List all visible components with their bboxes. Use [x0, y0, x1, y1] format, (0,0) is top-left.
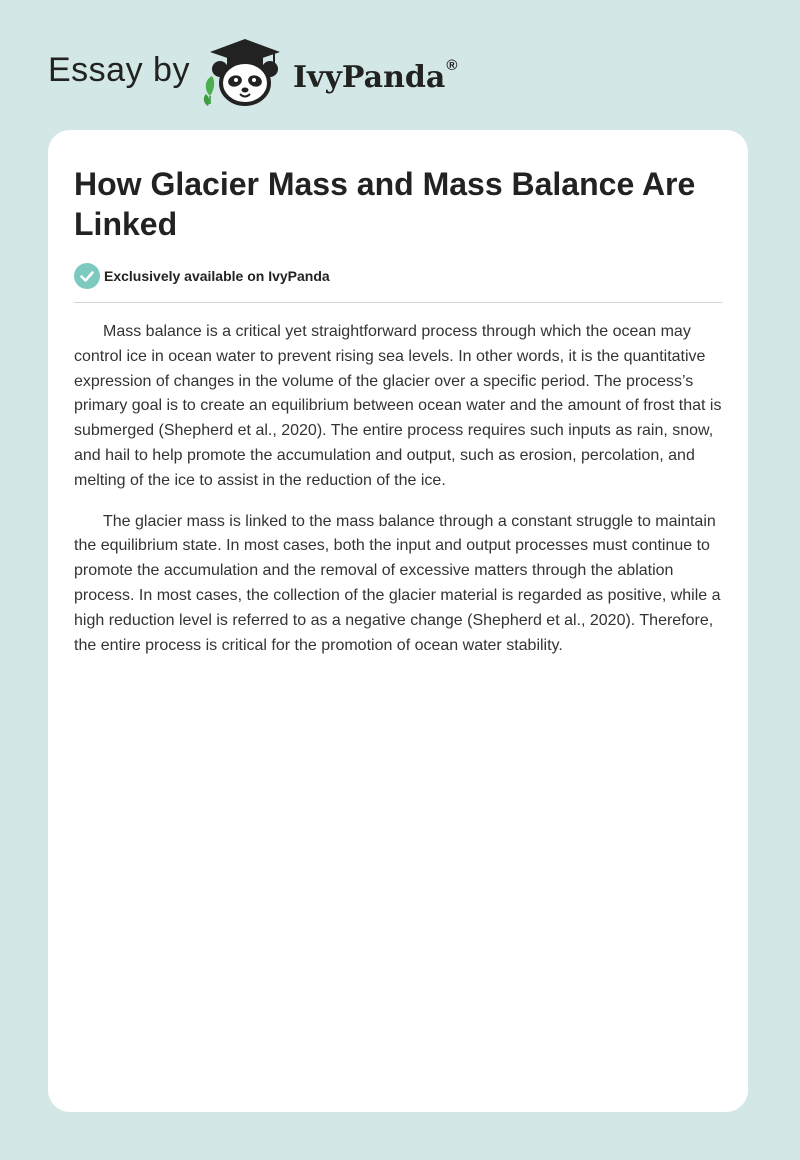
essay-body [74, 320, 726, 674]
exclusive-badge [74, 263, 330, 289]
exclusive-badge-text: Exclusively available on IvyPanda [104, 268, 330, 284]
brand-logo-text[interactable] [293, 54, 457, 96]
title-divider [74, 302, 722, 303]
brand-name: IvyPanda [293, 60, 446, 95]
essay-paragraph-2: The glacier mass is linked to the mass balance through a constant struggle to maintain the equilibrium state. In most cases, both the input and output processes must continue to promote the accumulation and the removal of excessive matters through the ablation process. In most cases, the collection of the glacier material is regarded as positive, while a high reduction level is referred to as a negative change (Shepherd et al., 2020). Therefore, the entire process is critical for the promotion of ocean water stability. [74, 512, 721, 654]
essay-by-label: Essay by [48, 51, 190, 89]
essay-card [48, 130, 748, 1112]
essay-title: How Glacier Mass and Mass Balance Are Linked [74, 166, 696, 242]
registered-mark: ® [446, 57, 458, 74]
panda-graduate-icon[interactable] [200, 36, 290, 108]
essay-paragraph-1: Mass balance is a critical yet straightforward process through which the ocean may control ice in ocean water to prevent rising sea levels. In other words, it is the quantitative expression of changes in the volume of the glacier over a specific period. The process’s primary goal is to create an equilibrium between ocean water and the amount of frost that is submerged (Shepherd et al., 2020). The entire process requires such inputs as rain, snow, and hail to help promote the accumulation and output, such as erosion, percolation, and melting of the ice to assist in the reduction of the ice. [74, 323, 722, 489]
check-circle-icon [74, 263, 100, 289]
site-header [0, 0, 800, 130]
